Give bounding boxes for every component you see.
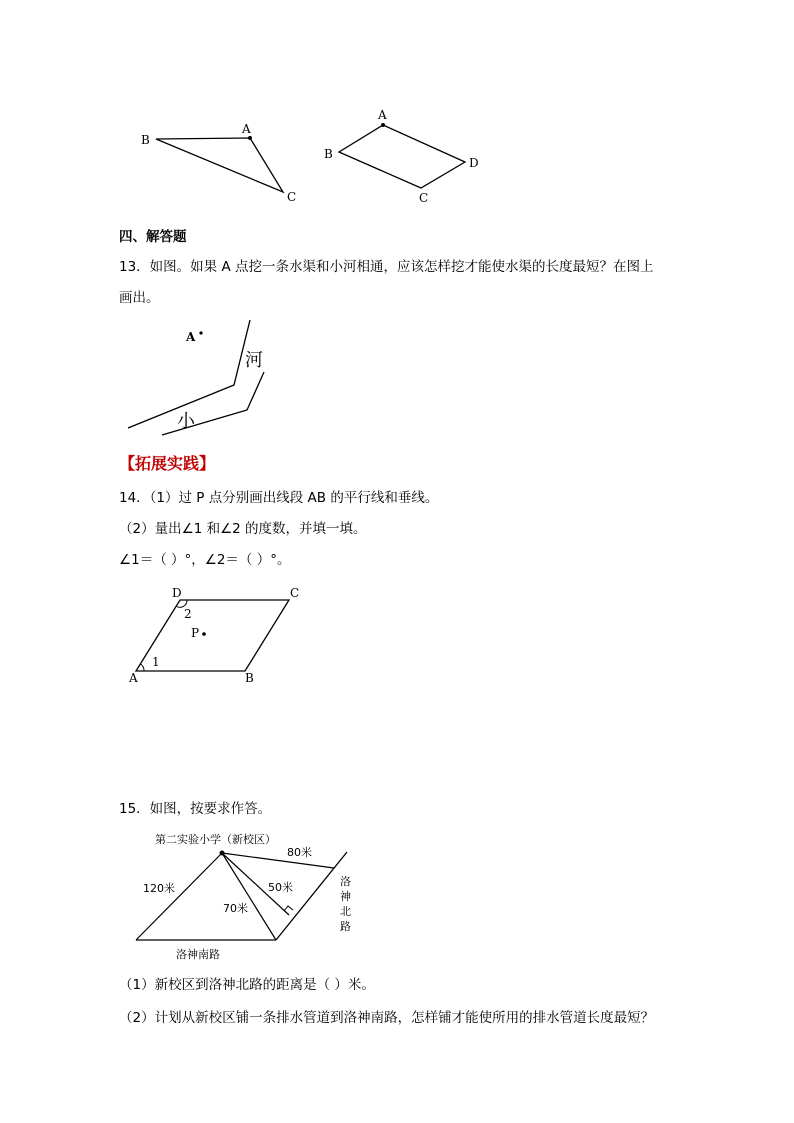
river-figure	[0, 310, 794, 440]
north-road-char-3: 北	[340, 905, 351, 918]
triangle-figure	[141, 122, 296, 204]
point-p-label: P	[191, 626, 200, 640]
river-char-xiao: 小	[177, 411, 195, 432]
q15-text-line1: 15．如图，按要求作答。	[119, 801, 272, 817]
distance-80-label: 80米	[287, 846, 312, 859]
q14-text-line2: （2）量出∠1 和∠2 的度数，并填一填。	[119, 521, 367, 537]
angle-2-label: 2	[184, 607, 192, 621]
section-title-answer: 四、解答题	[119, 229, 187, 245]
expand-practice-title: 【拓展实践】	[119, 454, 216, 473]
para-label-c: C	[290, 586, 300, 600]
north-road-char-4: 路	[340, 920, 351, 933]
triangle-label-a: A	[242, 122, 251, 136]
distance-70-label: 70米	[223, 902, 248, 915]
angle-1-label: 1	[152, 655, 160, 669]
triangle-label-b: B	[141, 133, 150, 147]
parallelogram-figure	[0, 580, 794, 690]
school-label: 第二实验小学（新校区）	[155, 833, 276, 846]
para-label-d: D	[172, 586, 182, 600]
roads-figure	[0, 825, 794, 965]
para-label-a: A	[129, 671, 138, 685]
quad-label-b: B	[324, 147, 333, 161]
point-a-label: A	[186, 330, 196, 344]
top-figures	[0, 0, 794, 220]
triangle-label-c: C	[287, 190, 297, 204]
q14-text-line3: ∠1＝（ ）°，∠2＝（ ）°。	[119, 552, 291, 568]
quadrilateral-figure	[324, 108, 479, 205]
q15-sub2: （2）计划从新校区铺一条排水管道到洛神南路，怎样铺才能使所用的排水管道长度最短？	[119, 1010, 655, 1026]
north-road-char-1: 洛	[340, 875, 351, 888]
para-label-b: B	[245, 671, 254, 685]
q13-text-line1: 13．如图。如果 A 点挖一条水渠和小河相通，应该怎样挖才能使水渠的长度最短？在图上	[119, 259, 654, 275]
quad-label-a: A	[378, 108, 387, 122]
quad-label-d: D	[469, 156, 479, 170]
south-road-label: 洛神南路	[176, 948, 220, 961]
q14-text-line1: 14．（1）过 P 点分别画出线段 AB 的平行线和垂线。	[119, 490, 439, 506]
quad-label-c: C	[419, 191, 429, 205]
distance-50-label: 50米	[268, 881, 293, 894]
q15-sub1: （1）新校区到洛神北路的距离是（ ）米。	[119, 977, 375, 993]
q13-text-line2: 画出。	[119, 290, 160, 306]
north-road-char-2: 神	[340, 890, 351, 903]
distance-120-label: 120米	[143, 882, 175, 895]
river-char-he: 河	[245, 350, 263, 371]
